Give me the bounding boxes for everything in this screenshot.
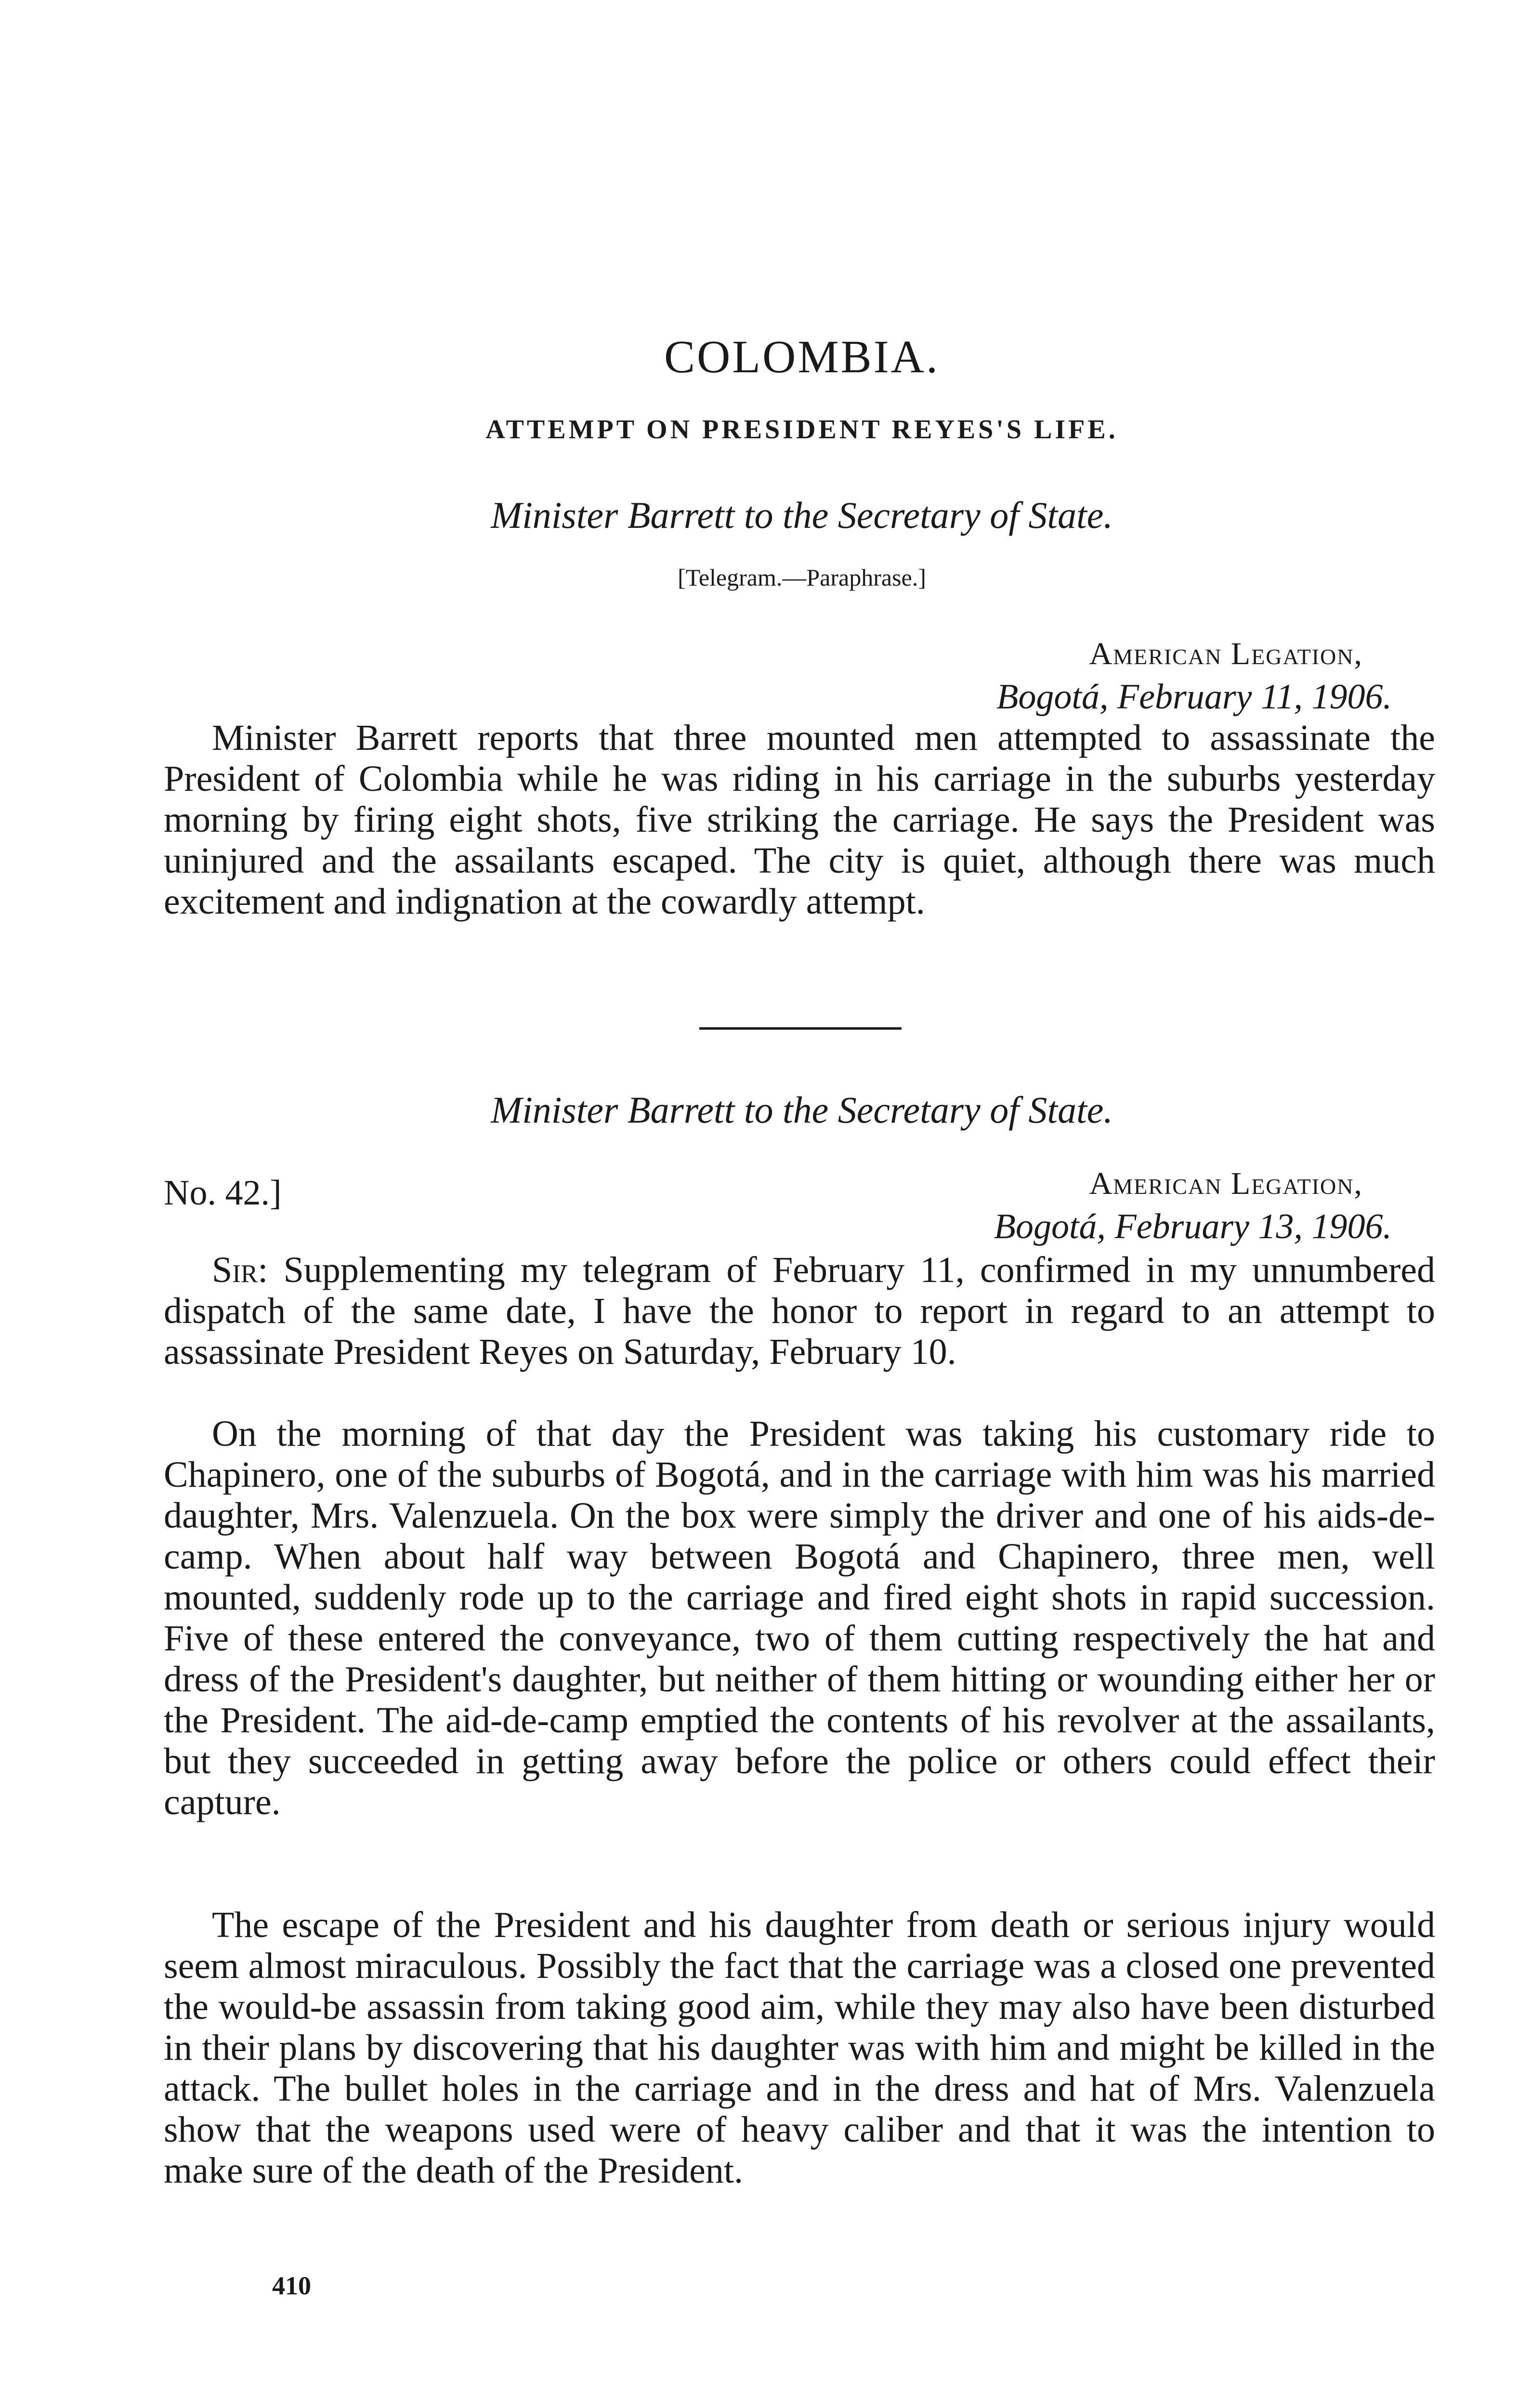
dateline-dispatch: Bogotá, February 13, 1906. bbox=[994, 1207, 1392, 1246]
document-page bbox=[164, 0, 1440, 2408]
sender-legation-telegram: American Legation, bbox=[1089, 636, 1363, 671]
dispatch-paragraph-2: On the morning of that day the President was taking his customary ride to Chapinero, one of the suburbs of Bogotá, and in the carriage with him was his married daughter, Mrs. Valenzuela. On the box were simply the driver and one of his aids-de-camp. When about half way between Bogotá and Chapinero, three men, well mounted, suddenly rode up to the carriage and fired eight shots in rapid succession. Five of these entered the conveyance, two of them cutting respectively the hat and dress of the President's daughter, but neither of them hitting or wounding either her or the President. The aid-de-camp emptied the contents of his revolver at the assailants, but they succeeded in getting away before the police or others could effect their capture. bbox=[164, 1413, 1435, 1822]
dispatch-paragraph-3: The escape of the President and his daughter from death or serious injury would seem almost miraculous. Possibly the fact that the carriage was a closed one prevented the would-be assassin from taking good aim, while they may also have been disturbed in their plans by discovering that his daughter was with him and might be killed in the attack. The bullet holes in the carriage and in the dress and hat of Mrs. Valenzuela show that the weapons used were of heavy caliber and that it was the intention to make sure of the death of the President. bbox=[164, 1905, 1435, 2191]
letter-title-dispatch: Minister Barrett to the Secretary of State. bbox=[491, 1089, 1113, 1131]
section-divider bbox=[699, 1027, 902, 1030]
letter-title-telegram: Minister Barrett to the Secretary of State. bbox=[491, 494, 1113, 536]
country-title: COLOMBIA. bbox=[664, 331, 940, 382]
section-heading: ATTEMPT ON PRESIDENT REYES'S LIFE. bbox=[485, 415, 1118, 445]
telegram-note: [Telegram.—Paraphrase.] bbox=[678, 564, 926, 591]
sender-legation-dispatch: American Legation, bbox=[1089, 1166, 1363, 1201]
salutation: Sir: bbox=[212, 1250, 268, 1290]
telegram-paragraph: Minister Barrett reports that three mounted men attempted to assassinate the President of Colombia while he was riding in his carriage in the suburbs yesterday morning by firing eight shots, five striking the carriage. He says the President was uninjured and the assailants escaped. The city is quiet, although there was much excitement and indignation at the cowardly attempt. bbox=[164, 718, 1435, 922]
dispatch-number: No. 42.] bbox=[164, 1173, 282, 1213]
dispatch-paragraph-1 bbox=[164, 1250, 1435, 1373]
dateline-telegram: Bogotá, February 11, 1906. bbox=[996, 677, 1392, 717]
dispatch-paragraph-1-text: Supplementing my telegram of February 11, confirmed in my unnumbered dispatch of the same date, I have the honor to report in regard to an attempt to assassinate President Reyes on Saturday, February 10. bbox=[164, 1250, 1435, 1372]
page-number: 410 bbox=[272, 2271, 311, 2300]
